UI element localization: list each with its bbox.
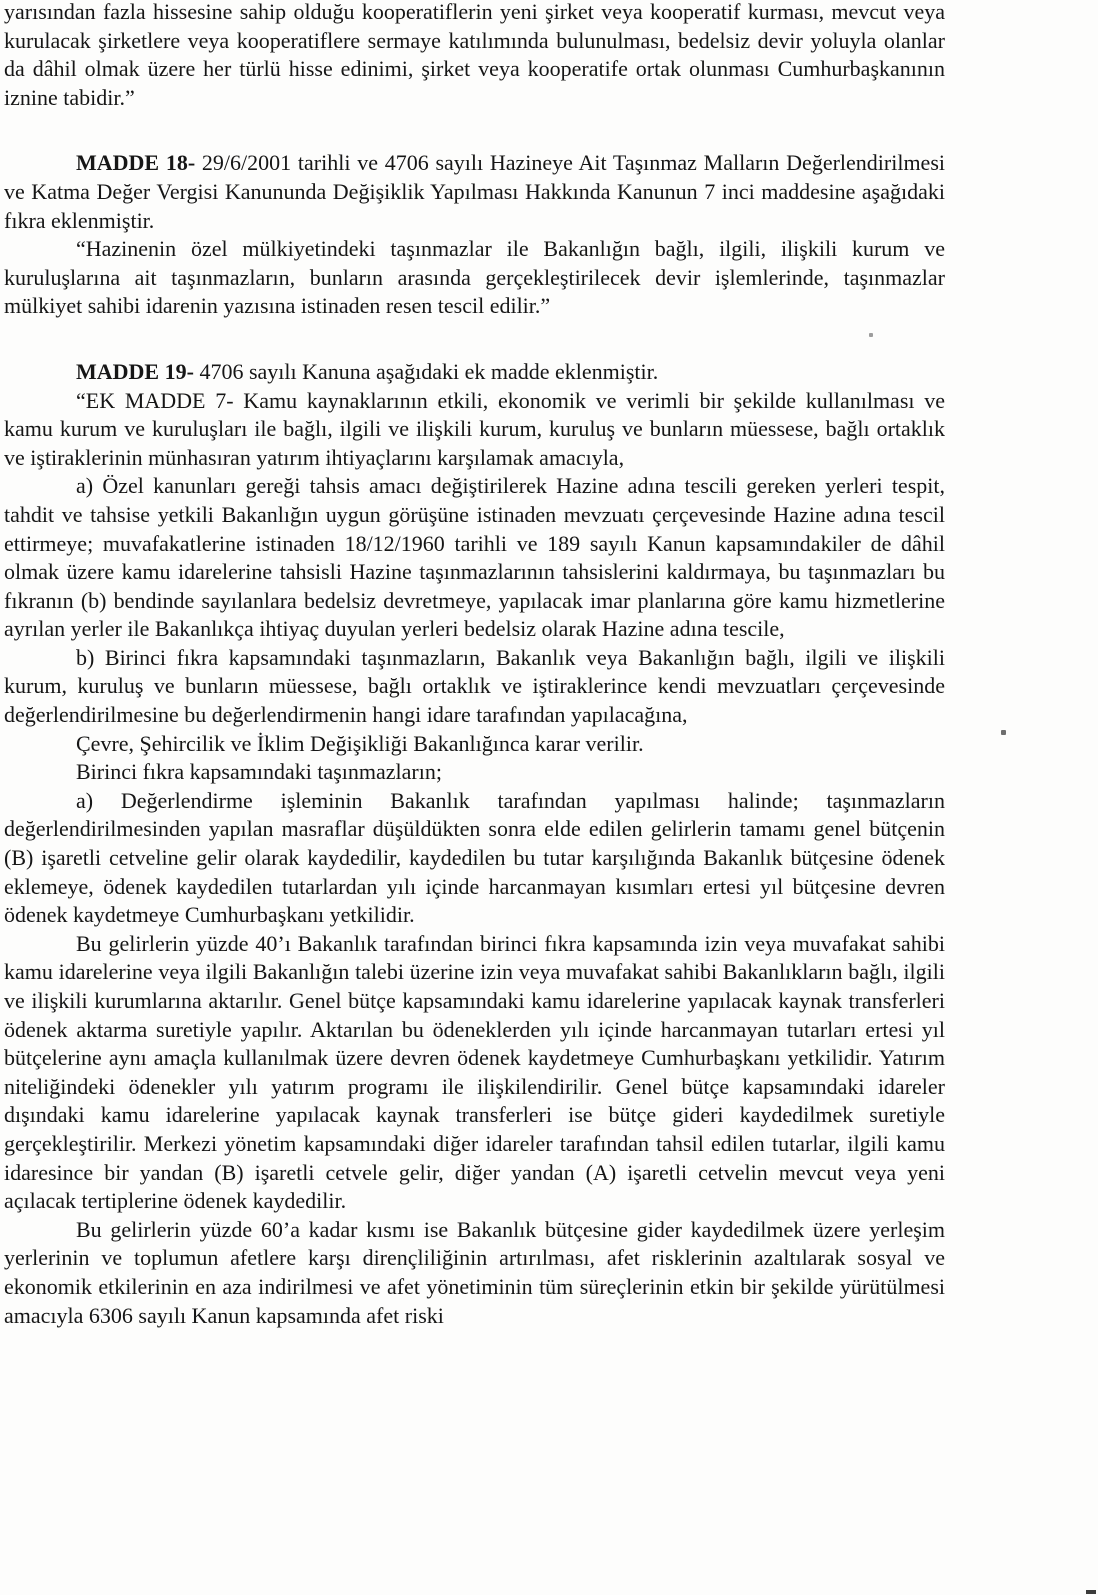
paragraph-ek-madde-7: “EK MADDE 7- Kamu kaynaklarının etkili, ekonomik ve verimli bir şekilde kullanılması ve kamu kurum ve kuruluşları ile bağlı, ilgili ve ilişkili kurum, kuruluş ve bunların müessese, bağlı ortaklık ve iştiraklerinin münhasıran yatırım ihtiyaçlarını karşılamak amacıyla, — [4, 387, 945, 470]
paragraph-bakanlik-karar: Çevre, Şehircilik ve İklim Değişikliği Bakanlığınca karar verilir. — [76, 730, 644, 756]
paragraph-bent-b-1: b) Birinci fıkra kapsamındaki taşınmazların, Bakanlık veya Bakanlığın bağlı, ilgili ve ilişkili kurum, kuruluş ve bunların müessese, bağlı ortaklık ve iştiraklerince kendi mevzuatları çerçevesinde değerlendirilmesine bu değerlendirmenin hangi idare tarafından yapılacağına, — [4, 644, 945, 728]
article-number-madde-18: MADDE 18- — [76, 150, 196, 176]
paragraph-yuzde-40: Bu gelirlerin yüzde 40’ı Bakanlık tarafından birinci fıkra kapsamında izin veya muvafakat sahibi kamu idarelerine veya ilgili Bakanlığın talebi üzerine izin veya muvafakat sahibi Bakanlıkların bağlı, ilgili ve ilişkili kurumlarına aktarılır. Genel bütçe kapsamındaki kamu idarelerine yapılacak kaynak transferleri ödenek aktarma suretiyle yapılır. Aktarılan bu ödeneklerden yılı içinde harcanmayan tutarları ertesi yıl bütçelerine aynı amaçla kullanılmak üzere devren ödenek kaydetmeye Cumhurbaşkanı yetkilidir. Yatırım niteliğindeki ödenekler yılı yatırım programı ile ilişkilendirilir. Genel bütçe kapsamındaki idareler dışındaki kamu idarelerine yapılacak kaynak transferleri ise bütçe gideri kaydedilmek suretiyle gerçekleştirilir. Merkezi yönetim kapsamındaki diğer idareler tarafından tahsil edilen tutarlar, ilgili kamu idaresince bir yandan (B) işaretli cetvele gelir, diğer yandan (A) işaretli cetvelin mevcut veya yeni açılacak tertiplerine ödenek kaydedilir. — [4, 930, 945, 1214]
document-text-block — [4, 0, 945, 1330]
paragraph-text: 4706 sayılı Kanuna aşağıdaki ek madde eklenmiştir. — [193, 358, 659, 384]
scan-artifact-dot — [1001, 730, 1006, 735]
paragraph-fikra-madde-18: “Hazinenin özel mülkiyetindeki taşınmazlar ile Bakanlığın bağlı, ilgili, ilişkili kurum ve kuruluşlarına ait taşınmazların, bunların arasında gerçekleştirilecek devir işlemlerinde, taşınmazlar mülkiyet sahibi idarenin yazısına istinaden resen tescil edilir.” — [4, 236, 945, 319]
scan-artifact-dot — [869, 333, 873, 337]
article-number-madde-19: MADDE 19- — [76, 358, 194, 384]
paragraph-yuzde-60: Bu gelirlerin yüzde 60’a kadar kısmı ise Bakanlık bütçesine gider kaydedilmek üzere yerleşim yerlerinin ve toplumun afetlere karşı dirençliliğinin artırılması, afet risklerinin azaltılarak sosyal ve ekonomik etkilerinin en aza indirilmesi ve afet yönetiminin tüm süreçlerinin etkin bir şekilde yürütülmesi amacıyla 6306 sayılı Kanun kapsamında afet riski — [4, 1216, 945, 1328]
paragraph-continuation: yarısından fazla hissesine sahip olduğu kooperatiflerin yeni şirket veya kooperatif kurması, mevcut veya kurulacak şirketlere veya kooperatiflere sermaye katılımında bulunulması, bedelsiz devir yoluyla olanlar da dâhil olmak üzere her türlü hisse edinimi, şirket veya kooperatife ortak olunması Cumhurbaşkanının iznine tabidir.” — [4, 0, 945, 110]
paragraph-madde-19 — [4, 358, 945, 387]
paragraph-bent-a-2: a) Değerlendirme işleminin Bakanlık tarafından yapılması halinde; taşınmazların değerlendirilmesinden yapılan masraflar düşüldükten sonra elde edilen gelirlerin tamamı genel bütçenin (B) işaretli cetveline gelir olarak kaydedilir, kaydedilen bu tutar karşılığında Bakanlık bütçesine ödenek eklemeye, ödenek kaydedilen tutarlardan yılı içinde harcanmayan kısımları ertesi yıl bütçesine devren ödenek kaydetmeye Cumhurbaşkanı yetkilidir. — [4, 787, 945, 928]
paragraph-birinci-fikra: Birinci fıkra kapsamındaki taşınmazların; — [76, 759, 442, 785]
paragraph-text: 29/6/2001 tarihli ve 4706 sayılı Hazineye Ait Taşınmaz Malların Değerlendirilmesi ve Katma Değer Vergisi Kanununda Değişiklik Yapılması Hakkında Kanunun 7 inci maddesine aşağıdaki fıkra eklenmiştir. — [4, 150, 945, 233]
paragraph-madde-18 — [4, 149, 945, 235]
scan-artifact-corner-mark — [1086, 1590, 1096, 1594]
paragraph-bent-a-1: a) Özel kanunları gereği tahsis amacı değiştirilerek Hazine adına tescili gereken yerleri tespit, tahdit ve tahsise yetkili Bakanlığın uygun görüşüne istinaden mevzuatı çerçevesinde Hazine adına tescil ettirmeye; muvafakatlerine istinaden 18/12/1960 tarihli ve 189 sayılı Kanun kapsamındakiler de dâhil olmak üzere kamu idarelerine tahsisli Hazine taşınmazlarının tahsislerini kaldırmaya, bu taşınmazları bu fıkranın (b) bendinde sayılanlara bedelsiz devretmeye, yapılacak imar planlarına göre kamu hizmetlerine ayrılan yerler ile Bakanlıkça ihtiyaç duyulan yerleri bedelsiz olarak Hazine adına tescile, — [4, 473, 945, 642]
